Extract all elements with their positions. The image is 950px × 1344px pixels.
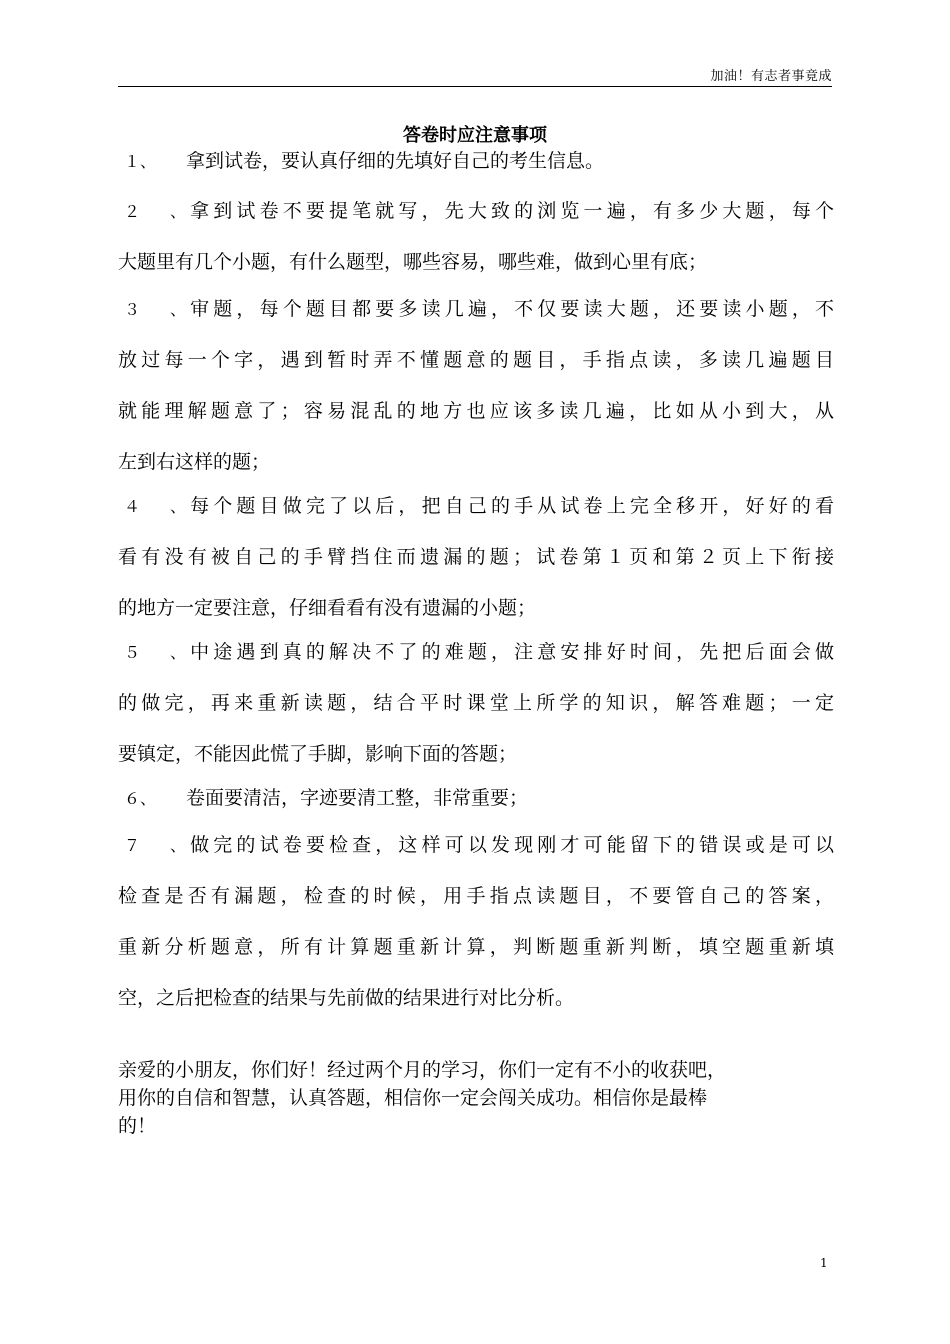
item-line: 要镇定，不能因此慌了手脚，影响下面的答题； xyxy=(118,743,518,765)
item-text: 拿到试卷不要提笔就写，先大致的浏览一遍，有多少大题，每个 xyxy=(186,200,834,222)
item-line xyxy=(118,186,834,237)
item-text: 做完的试卷要检查，这样可以发现刚才可能留下的错误或是可以 xyxy=(186,834,834,856)
closing-line: 用你的自信和智慧，认真答题，相信你一定会闯关成功。相信你是最棒 xyxy=(118,1087,708,1109)
list-item-5 xyxy=(118,627,834,780)
item-text: 每个题目做完了以后，把自己的手从试卷上完全移开，好好的看 xyxy=(186,495,834,517)
item-number: ５、 xyxy=(124,643,186,662)
closing-line: 的！ xyxy=(118,1115,157,1137)
page-header xyxy=(118,62,832,87)
item-number: ４、 xyxy=(124,497,186,516)
item-text: 审题，每个题目都要多读几遍，不仅要读大题，还要读小题，不 xyxy=(186,298,834,320)
item-line: 看有没有被自己的手臂挡住而遗漏的题；试卷第１页和第２页上下衔接 xyxy=(118,546,834,568)
item-number: ７、 xyxy=(124,836,186,855)
item-line: 的做完，再来重新读题，结合平时课堂上所学的知识，解答难题；一定 xyxy=(118,692,834,714)
closing-line: 亲爱的小朋友，你们好！经过两个月的学习，你们一定有不小的收获吧， xyxy=(118,1059,727,1081)
item-line xyxy=(118,773,834,824)
list-item-3 xyxy=(118,284,834,488)
item-text: 卷面要清洁，字迹要清工整，非常重要； xyxy=(186,787,529,809)
document-title: 答卷时应注意事项 xyxy=(403,125,547,146)
item-line xyxy=(118,136,834,187)
item-line xyxy=(118,481,834,532)
closing-paragraph xyxy=(118,1056,834,1140)
item-line xyxy=(118,627,834,678)
header-text: 加油！有志者事竟成 xyxy=(710,69,832,84)
item-number: ６、 xyxy=(124,789,157,808)
item-line: 就能理解题意了；容易混乱的地方也应该多读几遍，比如从小到大，从 xyxy=(118,400,834,422)
item-line xyxy=(118,284,834,335)
item-line: 左到右这样的题； xyxy=(118,451,271,473)
item-line: 空，之后把检查的结果与先前做的结果进行对比分析。 xyxy=(118,987,575,1009)
item-line: 放过每一个字，遇到暂时弄不懂题意的题目，手指点读，多读几遍题目 xyxy=(118,349,834,371)
item-number: ２、 xyxy=(124,202,186,221)
item-line xyxy=(118,820,834,871)
item-number: １、 xyxy=(124,152,157,171)
item-line: 重新分析题意，所有计算题重新计算，判断题重新判断，填空题重新填 xyxy=(118,936,834,958)
list-item-7 xyxy=(118,820,834,1024)
item-text: 中途遇到真的解决不了的难题，注意安排好时间，先把后面会做 xyxy=(186,641,834,663)
item-line: 大题里有几个小题，有什么题型，哪些容易，哪些难，做到心里有底； xyxy=(118,251,708,273)
item-line: 检查是否有漏题，检查的时候，用手指点读题目，不要管自己的答案， xyxy=(118,885,834,907)
page-number: 1 xyxy=(820,1256,828,1270)
list-item-6 xyxy=(118,773,834,824)
item-number: ３、 xyxy=(124,300,186,319)
item-text: 拿到试卷，要认真仔细的先填好自己的考生信息。 xyxy=(186,150,605,172)
item-line: 的地方一定要注意，仔细看看有没有遗漏的小题； xyxy=(118,597,537,619)
list-item-2 xyxy=(118,186,834,288)
list-item-4 xyxy=(118,481,834,634)
list-item-1 xyxy=(118,136,834,187)
